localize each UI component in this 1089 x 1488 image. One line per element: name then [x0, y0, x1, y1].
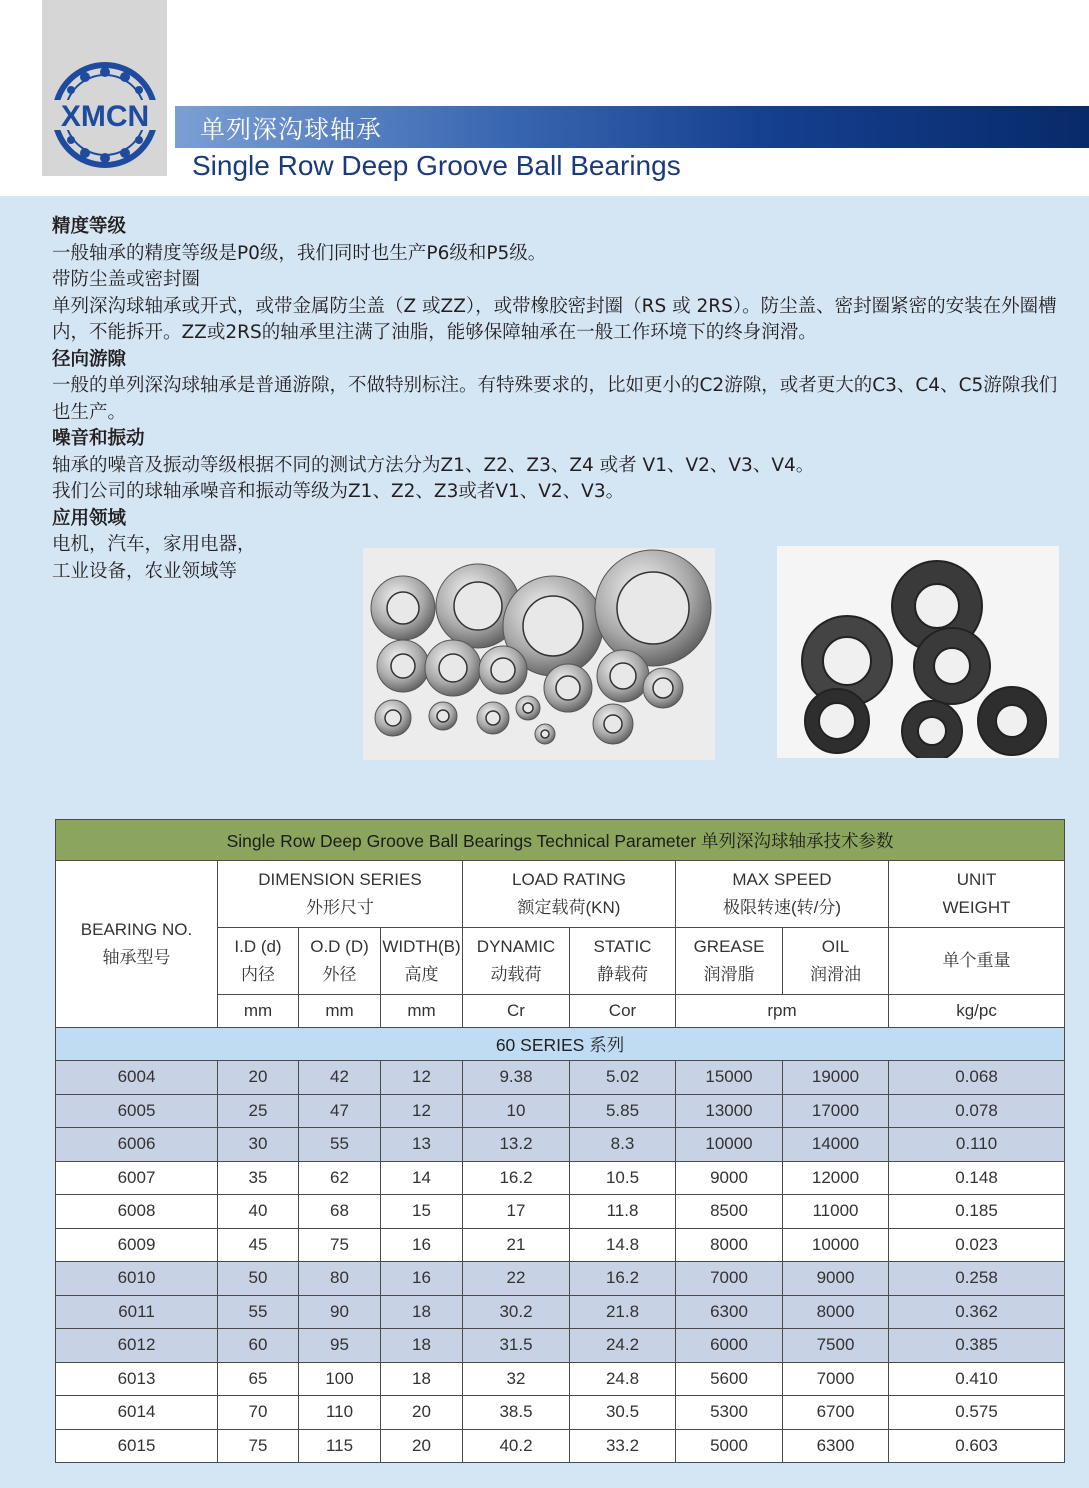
cell-od: 62	[299, 1161, 381, 1195]
cell-grease: 7000	[676, 1262, 783, 1296]
load-en: LOAD RATING	[512, 870, 626, 889]
speed-cn: 极限转速(转/分)	[722, 898, 842, 917]
table-row	[56, 1329, 1065, 1363]
table-row	[56, 1061, 1065, 1095]
bearing-no-cn: 轴承型号	[102, 948, 171, 967]
cell-width: 16	[381, 1262, 463, 1296]
oil-cn: 润滑油	[810, 965, 861, 984]
cell-oil: 14000	[783, 1128, 889, 1162]
application-heading: 应用领域	[52, 507, 127, 529]
cell-dynamic: 21	[463, 1228, 570, 1262]
static-cn: 静载荷	[597, 965, 648, 984]
cell-dynamic: 22	[463, 1262, 570, 1296]
cell-oil: 11000	[783, 1195, 889, 1229]
cell-dynamic: 38.5	[463, 1396, 570, 1430]
cell-bearing-no: 6012	[56, 1329, 218, 1363]
id-en: I.D (d)	[234, 937, 282, 956]
cell-weight: 0.023	[889, 1228, 1065, 1262]
grease-en: GREASE	[693, 937, 765, 956]
seal-heading: 带防尘盖或密封圈	[52, 269, 201, 290]
noise-heading: 噪音和振动	[52, 428, 145, 449]
unit-weight-header	[889, 861, 1065, 928]
cell-oil: 9000	[783, 1262, 889, 1296]
cell-od: 47	[299, 1094, 381, 1128]
logo-text: XMCN	[60, 100, 150, 133]
cell-weight: 0.068	[889, 1061, 1065, 1095]
bearing-no-header	[56, 861, 218, 1028]
cell-static: 14.8	[570, 1228, 676, 1262]
max-speed-header	[676, 861, 889, 928]
dynamic-cn: 动载荷	[490, 965, 542, 984]
cell-bearing-no: 6015	[56, 1429, 218, 1463]
cell-weight: 0.148	[889, 1161, 1065, 1195]
table-body	[56, 1061, 1065, 1463]
cell-grease: 10000	[676, 1128, 783, 1162]
grease-cn: 润滑脂	[703, 965, 755, 984]
cell-weight: 0.410	[889, 1362, 1065, 1396]
load-cn: 额定载荷(KN)	[517, 898, 621, 917]
cell-bearing-no: 6014	[56, 1396, 218, 1430]
cell-bearing-no: 6004	[56, 1061, 218, 1095]
cell-weight: 0.258	[889, 1262, 1065, 1296]
dynamic-header	[463, 928, 570, 995]
table-row	[56, 1128, 1065, 1162]
static-header	[570, 928, 676, 995]
cell-bearing-no: 6011	[56, 1295, 218, 1329]
cell-od: 42	[299, 1061, 381, 1095]
cell-dynamic: 30.2	[463, 1295, 570, 1329]
cell-bearing-no: 6006	[56, 1128, 218, 1162]
cell-static: 24.2	[570, 1329, 676, 1363]
table-row	[56, 1295, 1065, 1329]
bearing-no-en: BEARING NO.	[80, 920, 193, 939]
table-row	[56, 1396, 1065, 1430]
od-header	[299, 928, 381, 995]
cell-bearing-no: 6010	[56, 1262, 218, 1296]
cell-grease: 6000	[676, 1329, 783, 1363]
cell-static: 8.3	[570, 1128, 676, 1162]
cell-width: 14	[381, 1161, 463, 1195]
table-row	[56, 1362, 1065, 1396]
cell-id: 25	[218, 1094, 299, 1128]
seal-text: 单列深沟球轴承或开式，或带金属防尘盖（Z 或ZZ），或带橡胶密封圈（RS 或 2RS）。防尘盖、密封圈紧密的安装在外圈槽内，不能拆开。ZZ或2RS的轴承里注满了油脂，能够保障轴承在一般工作环境下的终身润滑。	[52, 295, 1057, 343]
cell-oil: 17000	[783, 1094, 889, 1128]
unit-mm-od: mm	[299, 995, 381, 1028]
cell-od: 75	[299, 1228, 381, 1262]
application-line-1: 电机，汽车，家用电器，	[52, 534, 256, 555]
cell-width: 18	[381, 1362, 463, 1396]
cell-oil: 10000	[783, 1228, 889, 1262]
unit-cr: Cr	[463, 995, 570, 1028]
cell-oil: 6300	[783, 1429, 889, 1463]
cell-id: 75	[218, 1429, 299, 1463]
bearings-photo-open	[363, 548, 715, 760]
cell-static: 24.8	[570, 1362, 676, 1396]
cell-static: 10.5	[570, 1161, 676, 1195]
load-rating-header	[463, 861, 676, 928]
cell-static: 30.5	[570, 1396, 676, 1430]
dimension-en: DIMENSION SERIES	[258, 870, 422, 889]
cell-od: 115	[299, 1429, 381, 1463]
unit-en: UNIT	[956, 870, 997, 889]
cell-width: 13	[381, 1128, 463, 1162]
table-row	[56, 1262, 1065, 1296]
cell-id: 50	[218, 1262, 299, 1296]
cell-id: 55	[218, 1295, 299, 1329]
width-header	[381, 928, 463, 995]
cell-grease: 5000	[676, 1429, 783, 1463]
cell-weight: 0.603	[889, 1429, 1065, 1463]
id-cn: 内径	[241, 965, 275, 984]
cell-od: 68	[299, 1195, 381, 1229]
cell-id: 30	[218, 1128, 299, 1162]
dynamic-en: DYNAMIC	[476, 937, 556, 956]
cell-static: 5.02	[570, 1061, 676, 1095]
cell-id: 70	[218, 1396, 299, 1430]
table-row	[56, 1228, 1065, 1262]
weight-cn-header: 单个重量	[889, 928, 1065, 995]
cell-weight: 0.385	[889, 1329, 1065, 1363]
cell-id: 20	[218, 1061, 299, 1095]
cell-grease: 8500	[676, 1195, 783, 1229]
cell-width: 18	[381, 1329, 463, 1363]
cell-dynamic: 10	[463, 1094, 570, 1128]
od-cn: 外径	[322, 965, 357, 984]
intro-text	[52, 214, 1072, 585]
unit-mm-id: mm	[218, 995, 299, 1028]
cell-id: 35	[218, 1161, 299, 1195]
cell-weight: 0.185	[889, 1195, 1065, 1229]
clearance-text: 一般的单列深沟球轴承是普通游隙，不做特别标注。有特殊要求的，比如更小的C2游隙，或者更大的C3、C4、C5游隙我们也生产。	[52, 375, 1058, 423]
series-label: 60 SERIES 系列	[56, 1028, 1065, 1061]
noise-text-1: 轴承的噪音及振动等级根据不同的测试方法分为Z1、Z2、Z3、Z4 或者 V1、V2、V3、V4。	[52, 454, 815, 476]
dimension-header	[218, 861, 463, 928]
cell-oil: 6700	[783, 1396, 889, 1430]
cell-weight: 0.110	[889, 1128, 1065, 1162]
precision-heading: 精度等级	[52, 216, 127, 237]
cell-static: 16.2	[570, 1262, 676, 1296]
id-header	[218, 928, 299, 995]
cell-od: 80	[299, 1262, 381, 1296]
spec-table	[55, 819, 1065, 1463]
cell-width: 18	[381, 1295, 463, 1329]
od-en: O.D (D)	[310, 937, 369, 956]
width-cn: 高度	[404, 965, 439, 984]
cell-weight: 0.575	[889, 1396, 1065, 1430]
page-title-en: Single Row Deep Groove Ball Bearings	[192, 150, 681, 181]
cell-grease: 5300	[676, 1396, 783, 1430]
noise-text-2: 我们公司的球轴承噪音和振动等级为Z1、Z2、Z3或者V1、V2、V3。	[52, 481, 625, 502]
cell-oil: 12000	[783, 1161, 889, 1195]
cell-id: 60	[218, 1329, 299, 1363]
static-en: STATIC	[593, 937, 652, 956]
cell-od: 100	[299, 1362, 381, 1396]
cell-grease: 9000	[676, 1161, 783, 1195]
grease-header	[676, 928, 783, 995]
cell-width: 20	[381, 1396, 463, 1430]
clearance-heading: 径向游隙	[52, 348, 127, 370]
cell-grease: 5600	[676, 1362, 783, 1396]
logo-block	[42, 0, 167, 176]
cell-static: 33.2	[570, 1429, 676, 1463]
table-row	[56, 1429, 1065, 1463]
unit-cor: Cor	[570, 995, 676, 1028]
cell-bearing-no: 6008	[56, 1195, 218, 1229]
width-en: WIDTH(B)	[382, 937, 461, 956]
cell-grease: 15000	[676, 1061, 783, 1095]
cell-bearing-no: 6005	[56, 1094, 218, 1128]
cell-od: 90	[299, 1295, 381, 1329]
cell-oil: 7000	[783, 1362, 889, 1396]
unit-kg: kg/pc	[889, 995, 1065, 1028]
cell-dynamic: 32	[463, 1362, 570, 1396]
cell-bearing-no: 6007	[56, 1161, 218, 1195]
cell-dynamic: 16.2	[463, 1161, 570, 1195]
cell-id: 40	[218, 1195, 299, 1229]
table-row	[56, 1195, 1065, 1229]
cell-width: 16	[381, 1228, 463, 1262]
unit-rpm: rpm	[676, 995, 889, 1028]
cell-dynamic: 31.5	[463, 1329, 570, 1363]
cell-bearing-no: 6009	[56, 1228, 218, 1262]
cell-id: 45	[218, 1228, 299, 1262]
cell-oil: 19000	[783, 1061, 889, 1095]
cell-width: 20	[381, 1429, 463, 1463]
cell-static: 21.8	[570, 1295, 676, 1329]
cell-od: 110	[299, 1396, 381, 1430]
oil-en: OIL	[821, 937, 850, 956]
cell-grease: 6300	[676, 1295, 783, 1329]
cell-od: 55	[299, 1128, 381, 1162]
dimension-cn: 外形尺寸	[306, 898, 374, 917]
cell-od: 95	[299, 1329, 381, 1363]
table-row	[56, 1094, 1065, 1128]
cell-grease: 8000	[676, 1228, 783, 1262]
cell-width: 12	[381, 1061, 463, 1095]
cell-weight: 0.078	[889, 1094, 1065, 1128]
weight-en: WEIGHT	[942, 898, 1011, 917]
cell-dynamic: 40.2	[463, 1429, 570, 1463]
cell-oil: 8000	[783, 1295, 889, 1329]
table-title: Single Row Deep Groove Ball Bearings Technical Parameter 单列深沟球轴承技术参数	[56, 820, 1065, 861]
precision-text: 一般轴承的精度等级是P0级，我们同时也生产P6级和P5级。	[52, 242, 547, 264]
cell-width: 15	[381, 1195, 463, 1229]
cell-oil: 7500	[783, 1329, 889, 1363]
oil-header	[783, 928, 889, 995]
unit-mm-width: mm	[381, 995, 463, 1028]
speed-en: MAX SPEED	[732, 870, 832, 889]
cell-id: 65	[218, 1362, 299, 1396]
page-title-cn: 单列深沟球轴承	[200, 115, 383, 144]
cell-dynamic: 13.2	[463, 1128, 570, 1162]
table-row	[56, 1161, 1065, 1195]
xmcn-logo-icon	[50, 60, 160, 170]
cell-dynamic: 9.38	[463, 1061, 570, 1095]
cell-weight: 0.362	[889, 1295, 1065, 1329]
cell-grease: 13000	[676, 1094, 783, 1128]
cell-static: 5.85	[570, 1094, 676, 1128]
bearings-photo-sealed	[777, 546, 1059, 758]
cell-bearing-no: 6013	[56, 1362, 218, 1396]
cell-static: 11.8	[570, 1195, 676, 1229]
application-line-2: 工业设备，农业领域等	[52, 560, 238, 582]
cell-dynamic: 17	[463, 1195, 570, 1229]
cell-width: 12	[381, 1094, 463, 1128]
